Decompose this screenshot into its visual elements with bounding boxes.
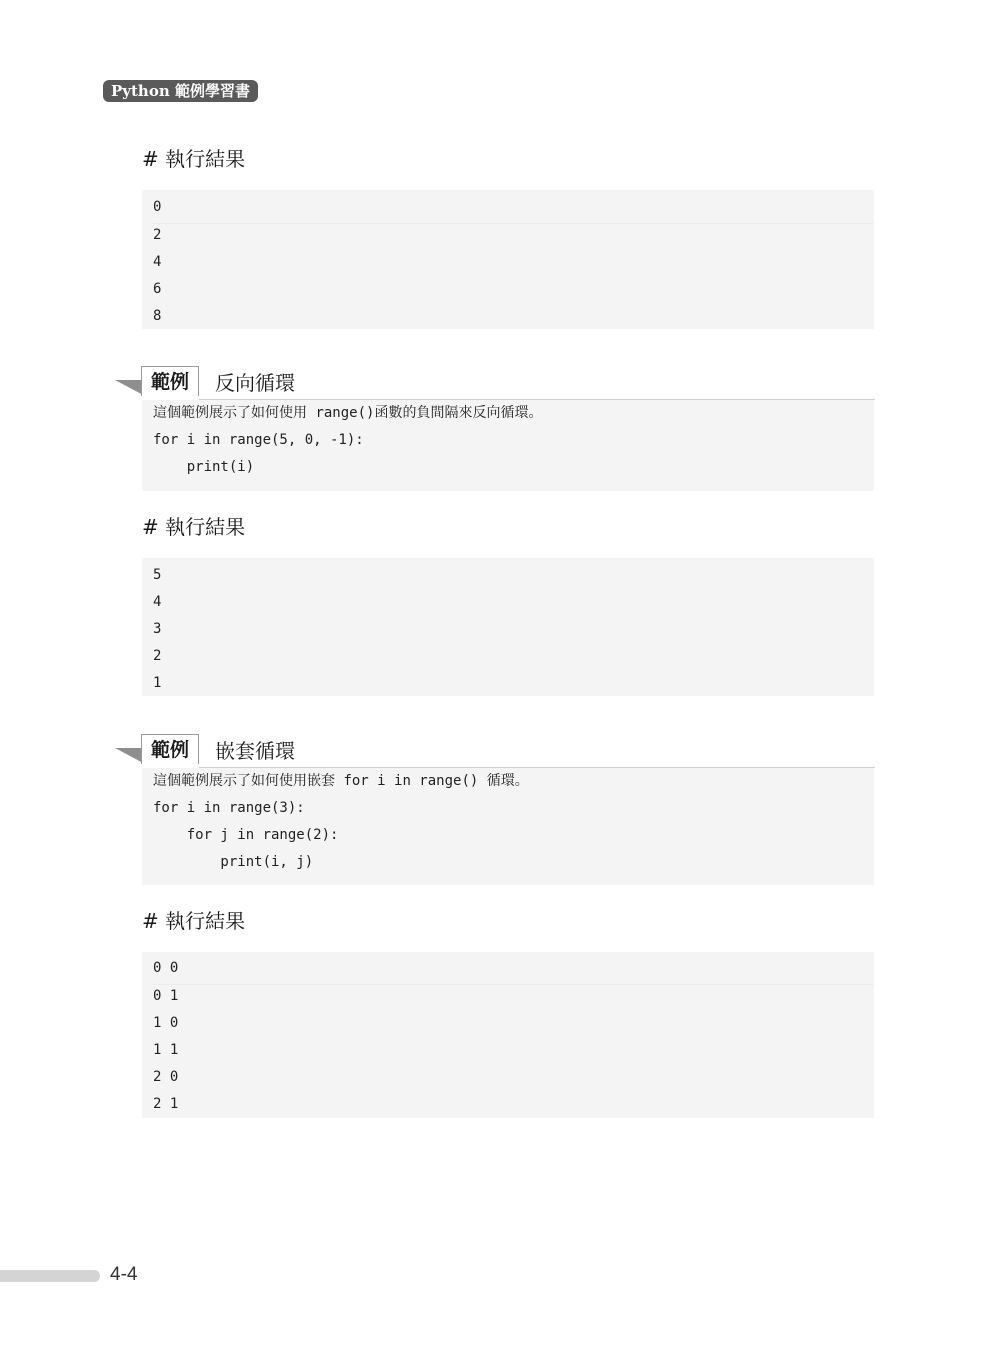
code-line: for i in range(5, 0, -1):	[153, 432, 364, 448]
example-label: 範例	[141, 366, 199, 396]
code-box	[142, 400, 874, 491]
page-number: 4-4	[110, 1264, 138, 1285]
example-label: 範例	[141, 734, 199, 764]
example-description: 這個範例展示了如何使用 range()函數的負間隔來反向循環。	[153, 405, 543, 421]
code-line: for j in range(2):	[153, 827, 339, 843]
output-line: 1	[153, 675, 162, 691]
page-footer-bar	[0, 1270, 100, 1282]
code-box	[142, 768, 874, 885]
output-line: 8	[153, 308, 162, 324]
example-description: 這個範例展示了如何使用嵌套 for i in range() 循環。	[153, 773, 529, 789]
output-line: 2 1	[153, 1096, 179, 1112]
output-line: 6	[153, 281, 162, 297]
output-line: 5	[153, 567, 162, 583]
output-line: 2	[153, 223, 874, 251]
output-box	[142, 558, 874, 696]
output-line: 2	[153, 648, 162, 664]
output-line: 3	[153, 621, 162, 637]
output-line: 0 1	[153, 984, 874, 1012]
code-line: print(i)	[153, 459, 255, 475]
code-line: for i in range(3):	[153, 800, 305, 816]
result-heading: # 執行結果	[142, 147, 246, 171]
output-line: 0 0	[153, 960, 179, 976]
result-heading: # 執行結果	[142, 515, 246, 539]
output-line: 0	[153, 199, 162, 215]
output-line: 1 1	[153, 1042, 179, 1058]
result-heading: # 執行結果	[142, 909, 246, 933]
example-title: 反向循環	[215, 371, 295, 395]
output-line: 4	[153, 254, 162, 270]
example-header	[115, 734, 875, 768]
output-line: 4	[153, 594, 162, 610]
example-title: 嵌套循環	[215, 739, 295, 763]
example-header	[115, 366, 875, 400]
book-title-badge: Python 範例學習書	[103, 80, 258, 102]
output-line: 2 0	[153, 1069, 179, 1085]
code-line: print(i, j)	[153, 854, 314, 870]
output-line: 1 0	[153, 1015, 179, 1031]
output-box	[142, 190, 874, 329]
output-box	[142, 952, 874, 1118]
